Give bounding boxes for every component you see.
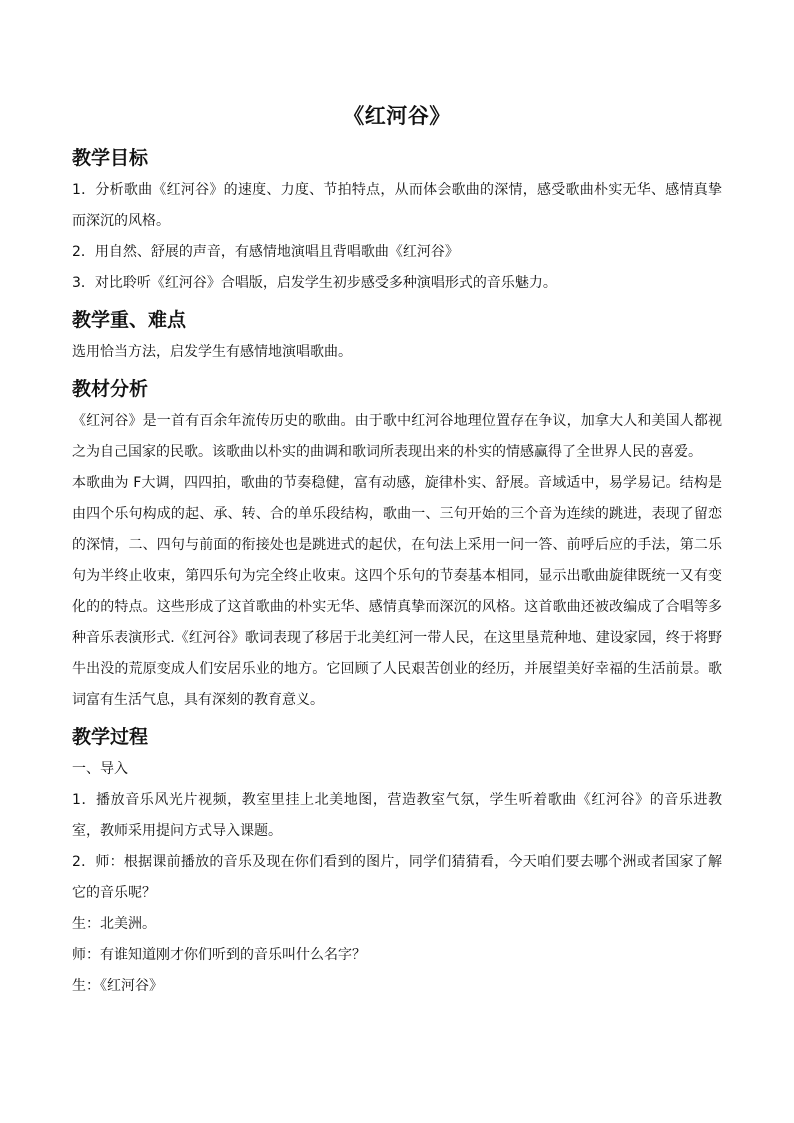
process-line-4: 生：北美洲。 bbox=[72, 916, 156, 932]
heading-material-analysis: 教材分析 bbox=[72, 378, 149, 400]
process-line-2: 1．播放音乐风光片视频，教室里挂上北美地图，营造教室气氛，学生听着歌曲《红河谷》的音乐进教室，教师采用提问方式导入课题。 bbox=[72, 792, 722, 839]
process-line-5: 师：有谁知道刚才你们听到的音乐叫什么名字？ bbox=[72, 947, 366, 963]
analysis-paragraph-1: 《红河谷》是一首有百余年流传历史的歌曲。由于歌中红河谷地理位置存在争议，加拿大人和美国人都视之为自己国家的民歌。该歌曲以朴实的曲调和歌词所表现出来的朴实的情感赢得了全世界人民的喜爱。 bbox=[72, 413, 722, 460]
process-line-3: 2．师：根据课前播放的音乐及现在你们看到的图片，同学们猜猜看，今天咱们要去哪个洲或者国家了解它的音乐呢？ bbox=[72, 854, 722, 901]
heading-teaching-goals: 教学目标 bbox=[72, 147, 149, 169]
goal-item-2: 2．用自然、舒展的声音，有感情地演唱且背唱歌曲《红河谷》 bbox=[72, 244, 459, 260]
heading-teaching-process: 教学过程 bbox=[72, 726, 149, 748]
analysis-paragraph-2: 本歌曲为 F大调，四四拍，歌曲的节奏稳健，富有动感，旋律朴实、舒展。音域适中，易学易记。结构是由四个乐句构成的起、承、转、合的单乐段结构，歌曲一、三句开始的三个音为连续的跳进，表现了留恋的深情，二、四句与前面的衔接处也是跳进式的起伏，在句法上采用一问一答、前呼后应的手法，第二乐句为半终止收束，第四乐句为完全终止收束。这四个乐句的节奏基本相同，显示出歌曲旋律既统一又有变化的的特点。这些形成了这首歌曲的朴实无华、感情真挚而深沉的风格。这首歌曲还被改编成了合唱等多种音乐表演形式.《红河谷》歌词表现了移居于北美红河一带人民，在这里垦荒种地、建设家园，终于将野牛出没的荒原变成人们安居乐业的地方。它回顾了人民艰苦创业的经历，并展望美好幸福的生活前景。歌词富有生活气息，具有深刻的教育意义。 bbox=[72, 475, 722, 708]
document-title: 《红河谷》 bbox=[343, 104, 451, 128]
document-body bbox=[72, 141, 722, 1002]
process-line-6: 生：《红河谷》 bbox=[72, 978, 163, 994]
goal-item-3: 3．对比聆听《红河谷》合唱版，启发学生初步感受多种演唱形式的音乐魅力。 bbox=[72, 275, 557, 291]
key-points-text: 选用恰当方法，启发学生有感情地演唱歌曲。 bbox=[72, 344, 352, 360]
heading-key-points: 教学重、难点 bbox=[72, 309, 187, 331]
goal-item-1: 1．分析歌曲《红河谷》的速度、力度、节拍特点，从而体会歌曲的深情，感受歌曲朴实无华、感情真挚而深沉的风格。 bbox=[72, 182, 722, 229]
process-line-1: 一、导入 bbox=[72, 761, 128, 777]
